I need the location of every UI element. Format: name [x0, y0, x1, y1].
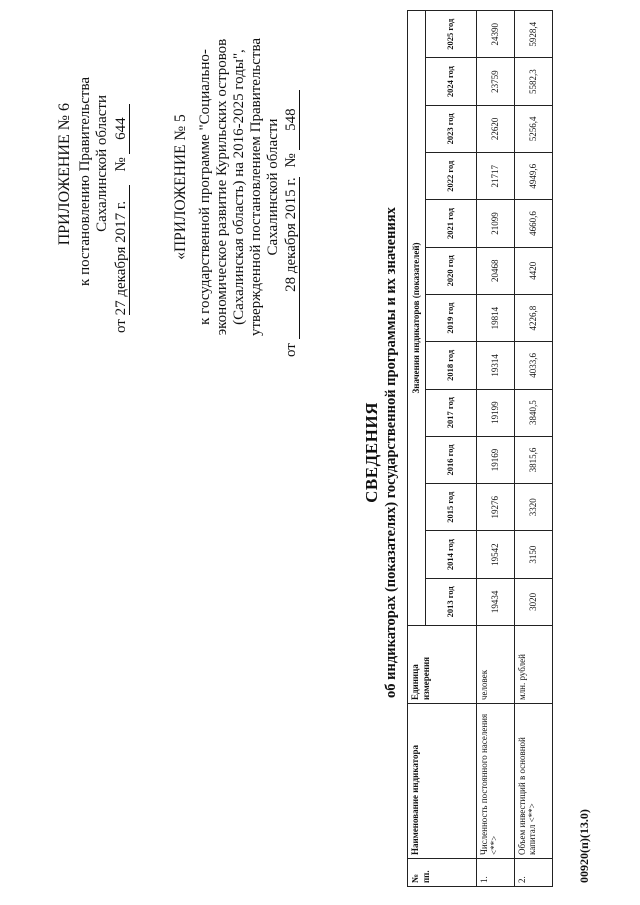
col-no-header: № пп. — [408, 859, 477, 887]
year-header: 2019 год — [425, 294, 476, 341]
table-row — [476, 10, 514, 886]
appendix-5-line-0: к государственной программе "Социально- — [197, 49, 213, 325]
appendix-5-line-4: Сахалинской области — [265, 118, 281, 256]
appendix-6-title: ПРИЛОЖЕНИЕ № 6 — [56, 103, 73, 246]
row-value: 19314 — [476, 342, 514, 389]
row-value: 19434 — [476, 578, 514, 625]
col-name-header: Наименование индикатора — [408, 704, 477, 859]
row-value: 19542 — [476, 531, 514, 578]
row-value: 5582,3 — [514, 58, 552, 105]
values-group-header: Значения индикаторов (показателей) — [408, 10, 426, 625]
appendix-6-line1: к постановлению Правительства — [77, 77, 93, 286]
appendix-6-block — [56, 25, 130, 385]
appendix-5-line-3: утвержденной постановлением Правительства — [248, 37, 264, 337]
appendix-5-line-1: экономическое развитие Курильских островов — [214, 38, 230, 336]
row-name: Численность постоянного населения <**> — [476, 704, 514, 859]
row-value: 19199 — [476, 389, 514, 436]
footer-code: 00920(п)(13.0) — [577, 809, 591, 883]
appendix-5-title: «ПРИЛОЖЕНИЕ № 5 — [172, 114, 189, 260]
row-value: 4949,6 — [514, 153, 552, 200]
table-row — [514, 10, 552, 886]
row-value: 20468 — [476, 247, 514, 294]
appendix-5-number: 548 — [284, 90, 300, 150]
row-value: 3320 — [514, 484, 552, 531]
appendix-6-num-prefix: № — [113, 157, 129, 172]
year-header: 2018 год — [425, 342, 476, 389]
row-value: 3815,6 — [514, 436, 552, 483]
row-no: 1. — [476, 859, 514, 887]
appendix-5-block — [172, 17, 300, 357]
row-value: 21099 — [476, 200, 514, 247]
appendix-6-date: 27 декабря 2017 г. — [114, 185, 130, 315]
row-value: 4660,6 — [514, 200, 552, 247]
year-header: 2017 год — [425, 389, 476, 436]
row-value: 3840,5 — [514, 389, 552, 436]
row-value: 19276 — [476, 484, 514, 531]
year-header: 2013 год — [425, 578, 476, 625]
appendix-5-num-prefix: № — [283, 153, 299, 168]
row-unit: человек — [476, 626, 514, 704]
row-value: 5928,4 — [514, 10, 552, 57]
row-value: 19814 — [476, 294, 514, 341]
year-header: 2025 год — [425, 10, 476, 57]
appendix-6-date-prefix: от — [113, 319, 129, 333]
appendix-5-date-line — [283, 17, 300, 357]
row-value: 24390 — [476, 10, 514, 57]
appendix-6-date-line — [113, 25, 130, 385]
year-header: 2022 год — [425, 153, 476, 200]
row-no: 2. — [514, 859, 552, 887]
year-header: 2016 год — [425, 436, 476, 483]
row-value: 3150 — [514, 531, 552, 578]
row-value: 22620 — [476, 105, 514, 152]
document-subtitle: об индикаторах (показателях) государственной программы и их значениях — [383, 207, 399, 698]
row-name: Объем инвестиций в основной капитал <**> — [514, 704, 552, 859]
year-header: 2024 год — [425, 58, 476, 105]
row-value: 3020 — [514, 578, 552, 625]
row-value: 5256,4 — [514, 105, 552, 152]
appendix-5-date-prefix: от — [283, 343, 299, 357]
table-header-row — [408, 10, 426, 886]
col-unit-header: Единица измерения — [408, 626, 477, 704]
row-value: 19169 — [476, 436, 514, 483]
row-value: 4420 — [514, 247, 552, 294]
indicators-table — [407, 10, 553, 887]
appendix-6-number: 644 — [114, 104, 130, 154]
appendix-5-date: 28 декабря 2015 г. — [284, 177, 300, 339]
row-value: 4226,8 — [514, 294, 552, 341]
year-header: 2021 год — [425, 200, 476, 247]
row-unit: млн. рублей — [514, 626, 552, 704]
year-header: 2015 год — [425, 484, 476, 531]
year-header: 2023 год — [425, 105, 476, 152]
row-value: 21717 — [476, 153, 514, 200]
row-value: 4033,6 — [514, 342, 552, 389]
row-value: 23759 — [476, 58, 514, 105]
year-header: 2020 год — [425, 247, 476, 294]
appendix-5-line-2: (Сахалинская область) на 2016-2025 годы", — [231, 49, 247, 325]
document-title: СВЕДЕНИЯ — [362, 402, 381, 503]
appendix-6-line2: Сахалинской области — [94, 95, 110, 232]
year-header: 2014 год — [425, 531, 476, 578]
